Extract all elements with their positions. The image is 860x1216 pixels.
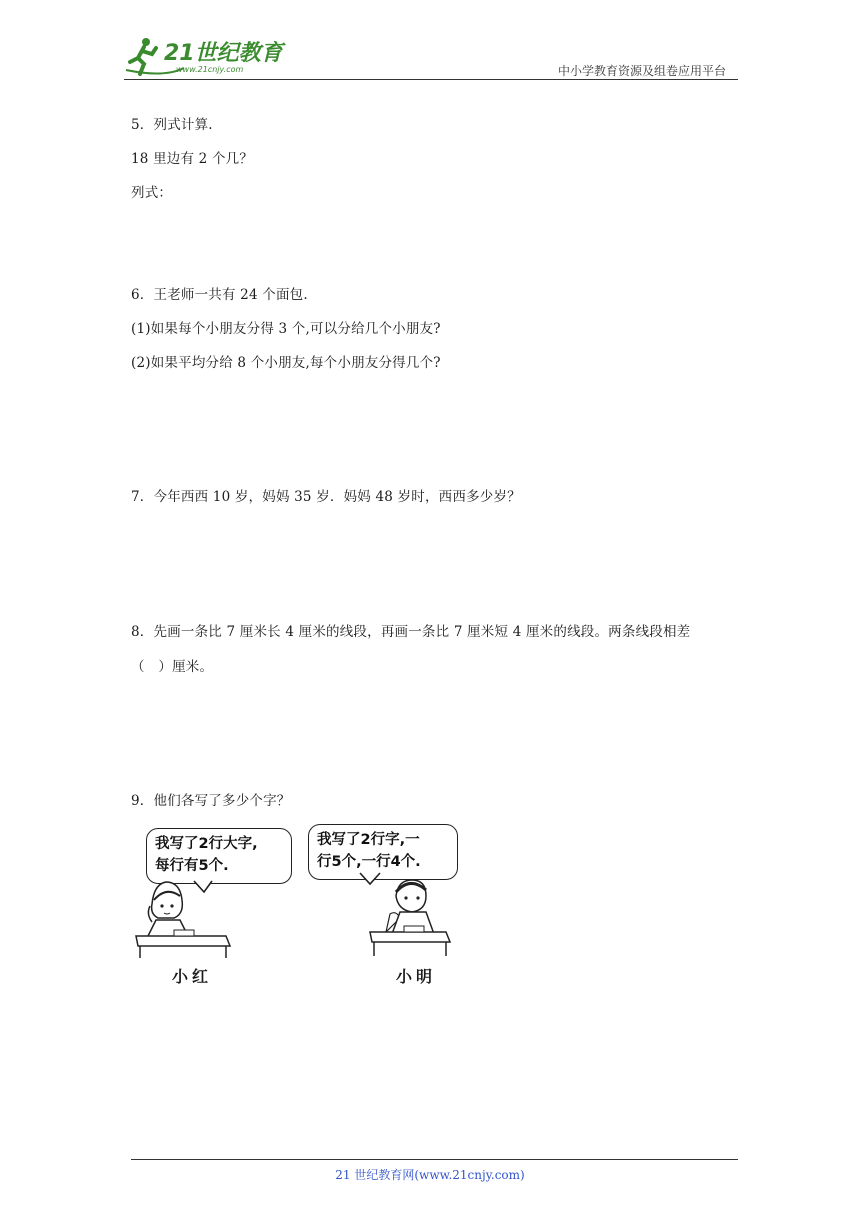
- question-8-line2: （ ）厘米。: [131, 659, 214, 675]
- question-5-title: 5．列式计算.: [131, 117, 213, 133]
- question-5-line2: 列式：: [131, 185, 173, 201]
- question-9-illustration: [134, 822, 452, 990]
- question-6-title: 6．王老师一共有 24 个面包.: [131, 287, 308, 303]
- right-desk-icon: [370, 926, 450, 956]
- site-logo: [124, 34, 294, 78]
- bubble-right-line2: 行5个,一行4个.: [317, 854, 421, 870]
- question-9-title: 9．他们各写了多少个字？: [131, 793, 291, 809]
- label-xiaoming: 小明: [396, 967, 437, 986]
- children-drawing: [134, 822, 452, 962]
- header-tagline: 中小学教育资源及组卷应用平台: [557, 64, 726, 78]
- label-xiaohong: 小红: [172, 967, 213, 986]
- question-5-line1: 18 里边有 2 个几？: [131, 151, 254, 167]
- question-7-title: 7．今年西西 10 岁，妈妈 35 岁．妈妈 48 岁时，西西多少岁？: [131, 489, 521, 505]
- bubble-left-line2: 每行有5个.: [155, 858, 229, 874]
- logo-text: 21世纪教育: [164, 41, 283, 66]
- question-6-part2: (2)如果平均分给 8 个小朋友,每个小朋友分得几个?: [131, 355, 441, 371]
- footer-divider: [131, 1159, 738, 1160]
- header-divider: [124, 79, 738, 80]
- bubble-left-line1: 我写了2行大字,: [155, 836, 258, 852]
- question-6-part1: (1)如果每个小朋友分得 3 个,可以分给几个小朋友?: [131, 321, 441, 337]
- footer-text[interactable]: 21 世纪教育网(www.21cnjy.com): [335, 1168, 525, 1182]
- bubble-right-line1: 我写了2行字,一: [317, 832, 420, 848]
- question-8-line1: 8．先画一条比 7 厘米长 4 厘米的线段，再画一条比 7 厘米短 4 厘米的线段。两条线段相差: [131, 624, 691, 640]
- logo-url: www.21cnjy.com: [176, 65, 244, 74]
